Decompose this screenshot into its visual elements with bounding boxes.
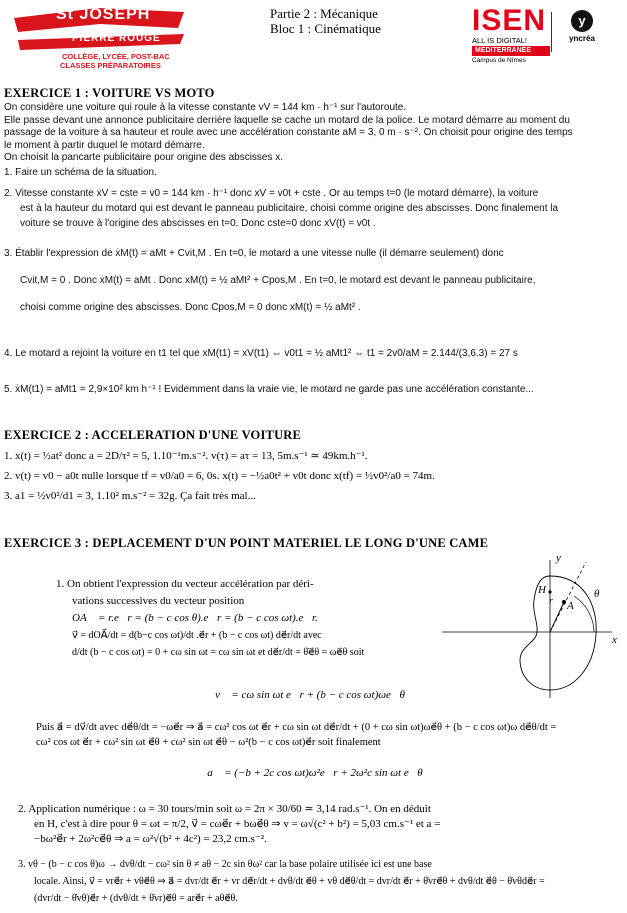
course-part: Partie 2 : Mécanique xyxy=(270,6,378,21)
isen-region: MÉDITERRANÉE xyxy=(472,46,550,56)
ex1-q4: 4. Le motard a rejoint la voiture en t1 tel que xM(t1) = xV(t1) ⇔ v0t1 = ½ aMt1² ⇔ t1 = 2v0/aM = 2.144/(3,6.3) = 27 s xyxy=(4,348,518,359)
ex1-intro-line: On considère une voiture qui roule à la vitesse constante vV = 144 km · h⁻¹ sur l'autoroute. xyxy=(4,102,407,113)
ex3-p1-line: v⃗ = dOA⃗/dt = d(b−c cos ωt)/dt .e⃗r + (b − c cos ωt) de⃗r/dt avec xyxy=(72,630,322,641)
ex1-q2 xyxy=(4,186,624,231)
course-header xyxy=(270,6,381,36)
ex3-title: EXERCICE 3 : DEPLACEMENT D'UN POINT MATERIEL LE LONG D'UNE CAME xyxy=(4,536,489,550)
fig-y-label: y xyxy=(556,552,561,564)
ex1-q3-line: 3. Établir l'expression de ẋM(t) = aMt + Cvit,M . En t=0, le motard a une vitesse nulle (il démarre seulement) donc xyxy=(4,248,504,259)
school-tagline-2: CLASSES PRÉPARATOIRES xyxy=(60,61,161,70)
school-name-line2: PIERRE ROUGE xyxy=(72,33,161,44)
ex2-q2: 2. v(t) = v0 − a0t nulle lorsque tf = v0/a0 = 6, 0s. x(t) = −½a0t² + v0t donc x(tf) = ½v0²/a0 = 74m. xyxy=(4,470,435,482)
yncrea-logo xyxy=(557,10,607,43)
cam-diagram xyxy=(436,552,626,702)
ex1-q3 xyxy=(4,240,624,321)
ex3-p2-line: 2. Application numérique : ω = 30 tours/min soit ω = 2π × 30/60 ≃ 3,14 rad.s⁻¹. On en déduit xyxy=(18,803,431,815)
ex1-q3-line: Cvit,M = 0 . Donc ẋM(t) = aMt . Donc xM(t) = ½ aMt² + Cpos,M . En t=0, le motard est devant le panneau publicitaire, xyxy=(20,275,536,286)
ex3-p3-line: locale. Ainsi, v⃗ = vre⃗r + vθe⃗θ ⇒ a⃗ = dvr/dt e⃗r + vr de⃗r/dt + dvθ/dt e⃗θ + vθ de⃗θ/dt = dvr/dt e⃗r + θ̇vre⃗θ + dvθ/dt e⃗θ − θ̇vθde⃗r = xyxy=(34,876,545,887)
ex1-intro-line: passage de la voiture à sa hauteur et roule avec une accélération constante aM = 3, 0 m · s⁻². On choisit pour origine des temps xyxy=(4,127,573,139)
fig-x-label: x xyxy=(612,634,617,646)
ex3-p1-line: vations successives du vecteur position xyxy=(72,595,245,607)
yncrea-name: yncréa xyxy=(569,34,595,43)
fig-r-label: r xyxy=(549,596,553,607)
ex1-q2-line: est à la hauteur du motard qui est devant le panneau publicitaire, choisi comme origine des abscisses. Donc finalement la xyxy=(20,203,559,214)
ex3-p1-line: OA⃗ = r.e⃗r = (b − c cos θ).e⃗r = (b − c cos ωt).e⃗r. xyxy=(72,612,318,624)
ex2-title: EXERCICE 2 : ACCELERATION D'UNE VOITURE xyxy=(4,428,302,442)
ex2-q3: 3. a1 = ½v0²/d1 = 3, 1.10² m.s⁻² = 32g. Ça fait très mal... xyxy=(4,490,256,502)
ex1-q2-line: voiture se trouve à l'origine des abscisses en t=0. Donc cste=0 donc xV(t) = v0t . xyxy=(20,218,376,229)
ex3-p2-line: −bω²e⃗r + 2ω²ce⃗θ ⇒ a = ω²√(b² + 4c²) = 23,2 cm.s⁻². xyxy=(34,833,267,845)
ex1-intro-line: le moment à partir duquel le motard démarre. xyxy=(4,139,205,151)
ex3-p3-line: 3. vθ − (b − c cos θ)ω → dvθ/dt − cω² sin θ ≠ aθ − 2c sin θω² car la base polaire utilisée ici est une base xyxy=(18,859,432,870)
isen-title: ISEN xyxy=(472,4,547,37)
ex1-intro-line: Elle passe devant une annonce publicitaire derrière laquelle se cache un motard de la police. Le motard démarre au moment du xyxy=(4,114,570,126)
ex2-q1: 1. x(t) = ½at² donc a = 2D/τ² = 5, 1.10⁻¹m.s⁻². v(τ) = aτ = 13, 5m.s⁻¹ ≃ 49km.h⁻¹. xyxy=(4,450,368,462)
yncrea-icon: y xyxy=(571,10,593,32)
isen-logo xyxy=(472,6,550,65)
ex3-p1-velocity: v⃗ = cω sin ωt e⃗r + (b − c cos ωt)ωe⃗θ xyxy=(215,689,405,701)
ex3-p2-line: en H, c'est à dire pour θ = ωt = π/2, v⃗ = cωe⃗r + bωe⃗θ ⇒ v = ω√(c² + b²) = 5,03 cm.s⁻¹ et a = xyxy=(34,818,441,830)
ex3-p1-line: Puis a⃗ = dv⃗/dt avec de⃗θ/dt = −ωe⃗r ⇒ a⃗ = cω² cos ωt e⃗r + cω sin ωt de⃗r/dt + (0 + cω sin ωt)ωe⃗θ + (b − c cos ωt)ω de⃗θ/dt = xyxy=(36,722,557,733)
logo-divider xyxy=(551,12,552,52)
ex3-p3-line: (dvr/dt − θ̇vθ)e⃗r + (dvθ/dt + θ̇vr)e⃗θ = are⃗r + aθe⃗θ. xyxy=(34,893,238,904)
ex2-body xyxy=(4,446,624,506)
ex1-intro-line: On choisit la pancarte publicitaire pour origine des abscisses x. xyxy=(4,152,284,164)
fig-theta-label: θ xyxy=(594,588,600,600)
ex3-p1-top xyxy=(56,576,416,661)
fig-H-label: H xyxy=(538,584,546,596)
ex3-p2 xyxy=(18,802,623,847)
ex1-q3-line: choisi comme origine des abscisses. Donc Cpos,M = 0 donc xM(t) = ½ aMt² . xyxy=(20,302,361,313)
school-name-line1: St JOSEPH xyxy=(56,6,151,23)
isen-campus: Campus de Nîmes xyxy=(472,57,526,64)
course-bloc: Bloc 1 : Cinématique xyxy=(270,21,381,36)
ex1-q2-line: 2. Vitesse constante ẋV = cste = v0 = 144 km · h⁻¹ donc xV = v0t + cste . Or au temps t=0 (le motard démarre), la voiture xyxy=(4,188,539,199)
ex1-title: EXERCICE 1 : VOITURE VS MOTO xyxy=(4,86,215,100)
ex1-intro xyxy=(4,102,624,165)
ex3-p3 xyxy=(18,856,623,907)
fig-A-label: A xyxy=(567,600,574,612)
ex3-p1-line: d/dt (b − c cos ωt) = 0 + cω sin ωt = cω sin ωt et de⃗r/dt = θ̇e⃗θ = ωe⃗θ soit xyxy=(72,647,365,658)
school-logo xyxy=(8,4,188,76)
ex3-p1-line: cω² cos ωt e⃗r + cω² sin ωt e⃗θ + cω² sin ωt e⃗θ − ω²(b − c cos ωt)e⃗r soit finalement xyxy=(36,737,381,748)
ex3-p1-result: a⃗ = (−b + 2c cos ωt)ω²e⃗r + 2ω²c sin ωt e⃗θ xyxy=(207,767,423,779)
ex3-p1-line: 1. On obtient l'expression du vecteur accélération par déri- xyxy=(56,578,314,590)
ex3-p1-accel xyxy=(36,720,626,750)
school-tagline-1: COLLÈGE, LYCÉE, POST-BAC xyxy=(62,52,170,61)
ex1-q1: 1. Faire un schéma de la situation. xyxy=(4,167,157,178)
ex1-q5: 5. ẋM(t1) = aMt1 = 2,9×10² km h⁻¹ ! Evidemment dans la vraie vie, le motard ne garde pas une accélération constante... xyxy=(4,384,534,395)
isen-tagline: ALL IS DIGITAL! xyxy=(472,36,528,45)
cam-figure xyxy=(436,552,626,702)
